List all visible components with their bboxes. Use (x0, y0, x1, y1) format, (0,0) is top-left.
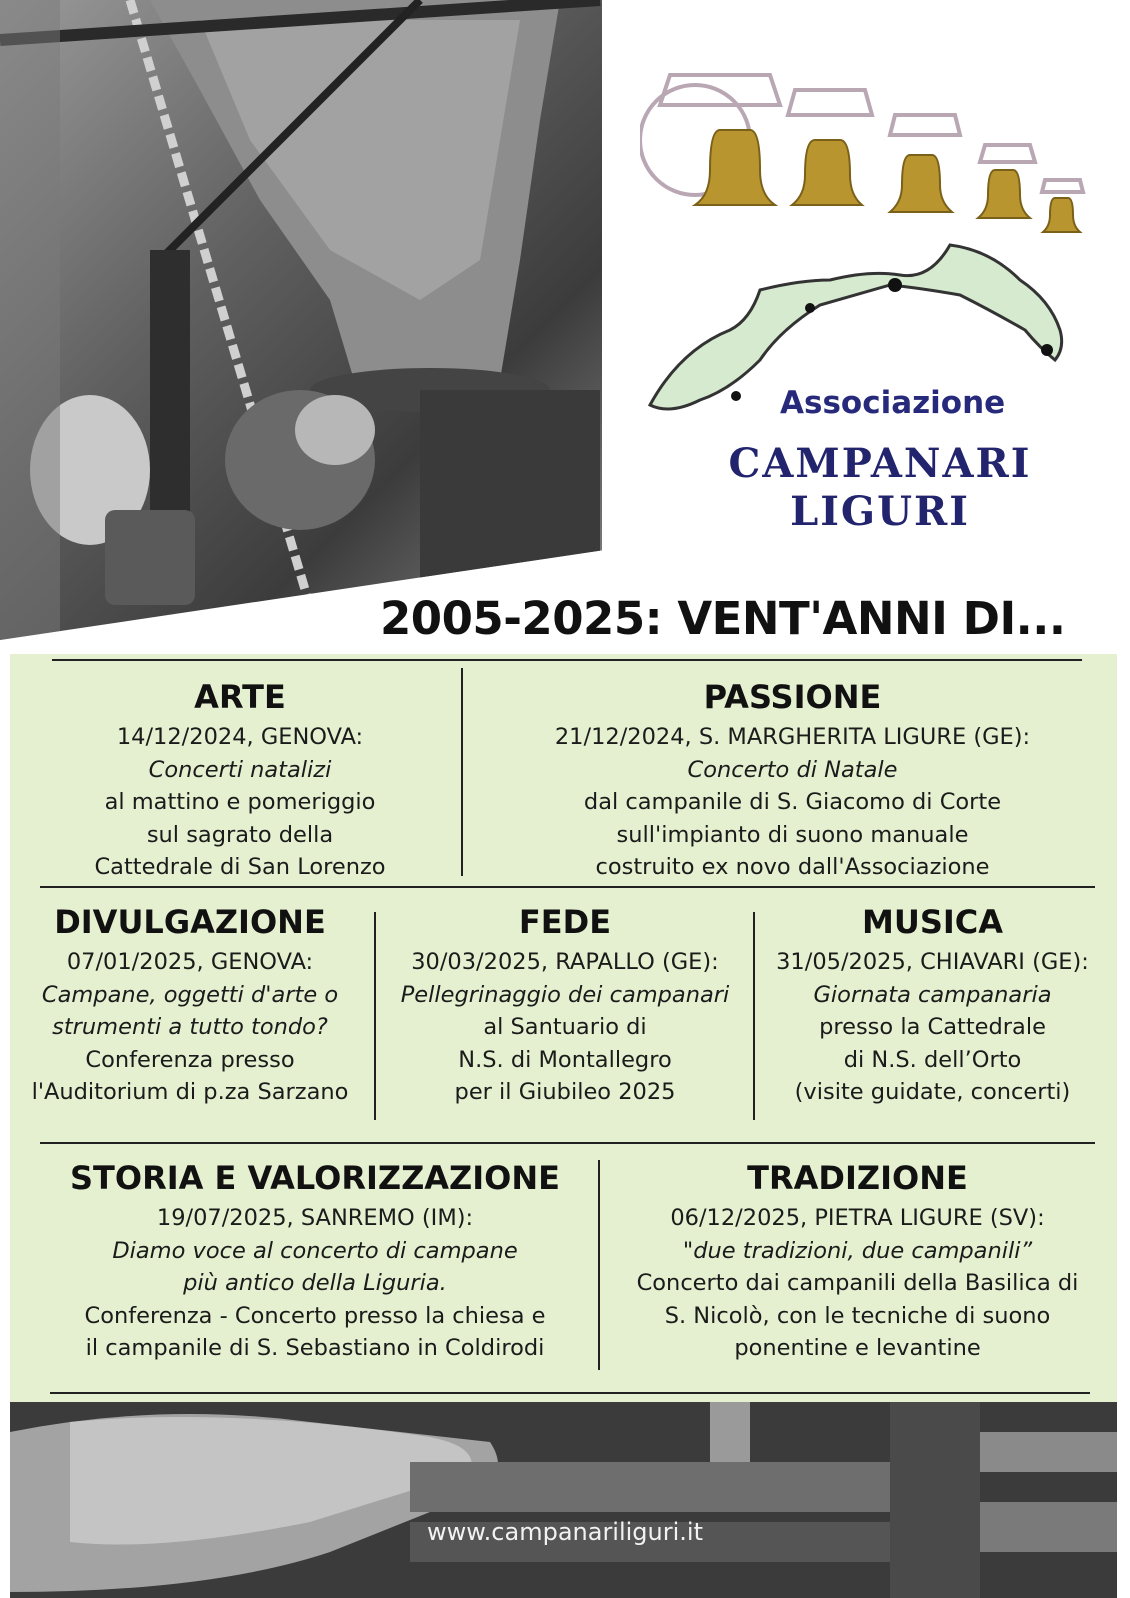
logo-liguri: LIGURI (790, 488, 970, 535)
event-musica (760, 902, 1105, 1109)
logo-associazione: Associazione (780, 385, 1006, 421)
event-desc: sul sagrato della (146, 821, 334, 848)
divider (40, 886, 1095, 888)
event-storia (40, 1158, 590, 1365)
event-desc: dal campanile di S. Giacomo di Corte (583, 789, 1002, 815)
event-divulgazione (14, 902, 366, 1109)
event-title: PASSIONE (703, 678, 882, 716)
event-name: strumenti a tutto tondo? (52, 1014, 328, 1040)
website-link[interactable]: www.campanariliguri.it (426, 1518, 703, 1546)
event-desc: Concerto dai campanili della Basilica di (636, 1270, 1079, 1296)
event-desc: l'Auditorium di p.za Sarzano (31, 1079, 349, 1105)
bell-ringer-photo (0, 0, 602, 640)
event-date: 21/12/2024, S. MARGHERITA LIGURE (GE): (554, 724, 1031, 750)
event-date: 07/01/2025, GENOVA: (66, 949, 314, 975)
divider (598, 1160, 600, 1370)
event-desc: di N.S. dell’Orto (843, 1046, 1022, 1073)
event-desc: costruito ex novo dall'Associazione (595, 854, 990, 880)
event-title: FEDE (518, 903, 612, 941)
event-desc: Cattedrale di San Lorenzo (94, 854, 386, 880)
divider (52, 659, 1082, 661)
event-name: Pellegrinaggio dei campanari (400, 981, 730, 1008)
divider (461, 668, 463, 876)
logo-campanari: CAMPANARI (728, 440, 1032, 487)
logo-title (655, 440, 1105, 536)
event-date: 30/03/2025, RAPALLO (GE): (411, 949, 719, 975)
divider (50, 1392, 1090, 1394)
event-desc: al Santuario di (483, 1014, 647, 1040)
event-desc: N.S. di Montallegro (458, 1046, 672, 1073)
event-name: Concerti natalizi (148, 756, 332, 783)
event-desc: (visite guidate, concerti) (794, 1079, 1071, 1105)
event-fede (380, 902, 750, 1109)
event-name: Campane, oggetti d'arte o (41, 981, 339, 1008)
event-date: 19/07/2025, SANREMO (IM): (156, 1205, 474, 1231)
event-date: 31/05/2025, CHIAVARI (GE): (776, 949, 1089, 975)
event-desc: presso la Cattedrale (819, 1014, 1046, 1040)
divider (753, 912, 755, 1120)
event-title: TRADIZIONE (747, 1159, 968, 1197)
event-name: Giornata campanaria (813, 981, 1052, 1008)
event-desc: S. Nicolò, con le tecniche di suono (664, 1302, 1051, 1329)
event-desc: il campanile di S. Sebastiano in Coldirodi (85, 1335, 545, 1361)
event-name: Diamo voce al concerto di campane (112, 1237, 518, 1264)
event-title: DIVULGAZIONE (54, 903, 326, 941)
event-date: 06/12/2025, PIETRA LIGURE (SV): (670, 1205, 1045, 1231)
event-desc: Conferenza presso (85, 1046, 295, 1073)
event-title: STORIA E VALORIZZAZIONE (69, 1159, 560, 1197)
event-arte (40, 677, 440, 884)
event-desc: Conferenza - Concerto presso la chiesa e (84, 1302, 546, 1329)
event-title: ARTE (194, 678, 286, 716)
event-desc: sull'impianto di suono manuale (616, 821, 969, 848)
event-date: 14/12/2024, GENOVA: (116, 724, 364, 750)
event-desc: per il Giubileo 2025 (454, 1079, 676, 1105)
event-name: "due tradizioni, due campanili” (682, 1237, 1033, 1264)
event-passione (480, 677, 1105, 884)
headline: 2005-2025: VENT'ANNI DI... (380, 592, 1066, 645)
event-title: MUSICA (861, 903, 1004, 941)
event-tradizione (605, 1158, 1110, 1365)
event-name: più antico della Liguria. (183, 1270, 447, 1296)
event-name: Concerto di Natale (687, 756, 898, 783)
divider (374, 912, 376, 1120)
divider (40, 1142, 1095, 1144)
event-desc: al mattino e pomeriggio (104, 789, 376, 815)
event-desc: ponentine e levantine (734, 1335, 981, 1361)
hands-on-mechanism-photo (10, 1402, 1117, 1598)
